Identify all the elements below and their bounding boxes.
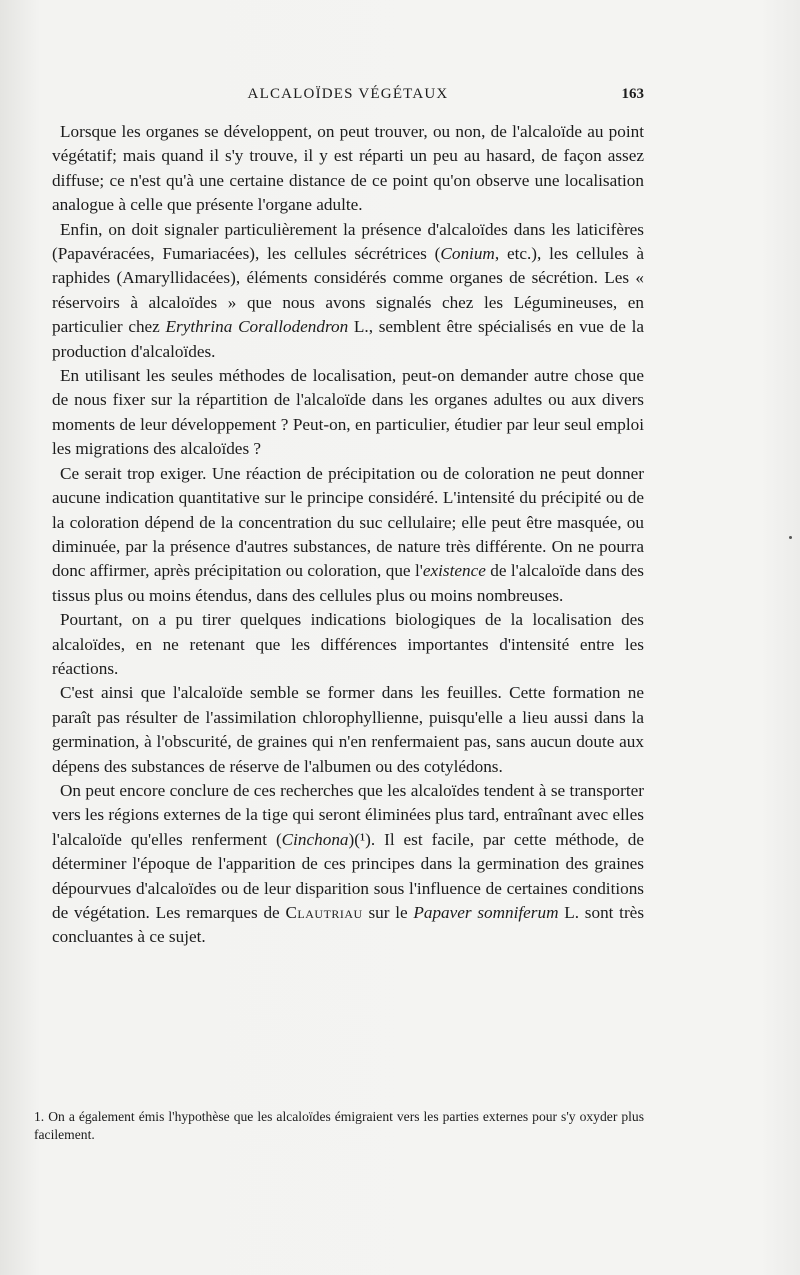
paragraph-6: C'est ainsi que l'alcaloïde semble se former dans les feuilles. Cette formation ne paraît pas résulter de l'assimilation chlorophyllienne, puisqu'elle a lieu aussi dans la germination, à l'obscurité, de graines qui n'en renfermaient pas, sans aucun doute aux dépens des substances de réserve de l'albumen ou des cotylédons.	[52, 683, 644, 776]
paragraph-7-part-e: sur le	[362, 903, 414, 922]
paragraph-2-part-a: Enfin, on doit signaler particulièrement la présence d'alcaloïdes dans les laticifères (Papavéracées, Fumariacées), les cellules sécrétrices (	[52, 219, 644, 264]
italic-conium: Conium	[440, 244, 495, 264]
running-title: ALCALOÏDES VÉGÉTAUX	[247, 86, 449, 102]
paragraph-2-part-c: , etc.), les cellules à raphides (Amaryllidacées), éléments considérés comme organes de sécrétion. Les « réservoirs à alcaloïdes » que nous avons signalés chez les Légumineuses, en particulier chez	[52, 244, 644, 337]
paragraph-3: En utilisant les seules méthodes de localisation, peut-on demander autre chose que de nous fixer sur la répartition de l'alcaloïde dans les organes adultes ou aux divers moments de leur développement ? Peut-on, en particulier, étudier par leur seul emploi les migrations des alcaloïdes ?	[52, 366, 644, 459]
paragraph-7-part-g: L. sont très concluantes à ce sujet.	[52, 903, 645, 947]
paragraph-4-part-c: de l'alcaloïde dans des tissus plus ou moins étendus, dans des cellules plus ou moins nombreuses.	[52, 561, 644, 605]
paragraph-2-part-e: L., semblent être spécialisés en vue de la production d'alcaloïdes.	[52, 317, 644, 361]
margin-speck	[789, 536, 792, 539]
author-clautriau: Clautriau	[285, 903, 363, 922]
paragraph-4	[52, 462, 644, 608]
italic-erythrina: Erythrina Corallodendron	[165, 317, 349, 337]
paragraph-7-part-c: )(¹). Il est facile, par cette méthode, de déterminer l'époque de l'apparition de ces principes dans la germination des graines dépourvues d'alcaloïdes ou de leur disparition sous l'influence de certaines conditions de végétation. Les remarques de	[52, 829, 644, 922]
paragraph-7	[52, 779, 644, 950]
running-head	[52, 86, 644, 110]
page-number: 163	[621, 86, 644, 102]
footnote-number: 1.	[34, 1109, 45, 1124]
italic-papaver: Papaver somniferum	[413, 903, 559, 922]
paragraph-4-part-a: Ce serait trop exiger. Une réaction de précipitation ou de coloration ne peut donner aucune indication quantitative sur le principe considéré. L'intensité du précipité ou de la coloration dépend de la concentration du suc cellulaire; elle peut être masquée, ou diminuée, par la présence d'autres substances, de nature très différente. On ne pourra donc affirmer, après précipitation ou coloration, que l'	[52, 463, 644, 581]
paragraph-1: Lorsque les organes se développent, on peut trouver, ou non, de l'alcaloïde au point végétatif; mais quand il s'y trouve, il y est réparti un peu au hasard, de façon assez diffuse; ce n'est qu'à une certaine distance de ce point qu'on observe une localisation analogue à celle que présente l'organe adulte.	[52, 122, 644, 215]
paragraph-5: Pourtant, on a pu tirer quelques indications biologiques de la localisation des alcaloïdes, en ne retenant que les différences importantes d'intensité entre les réactions.	[52, 610, 644, 678]
italic-cinchona: Cinchona	[281, 829, 349, 849]
italic-existence: existence	[422, 561, 486, 581]
body-text	[52, 120, 644, 950]
footnote-text: On a également émis l'hypothèse que les alcaloïdes émigraient vers les parties externes pour s'y oxyder plus facilement.	[34, 1109, 644, 1142]
paragraph-7-part-a: On peut encore conclure de ces recherches que les alcaloïdes tendent à se transporter vers les régions externes de la tige qui seront éliminées plus tard, entraînant avec elles l'alcaloïde qu'elles renferment (	[52, 780, 644, 849]
paragraph-2	[52, 218, 644, 364]
footnote	[34, 1108, 644, 1144]
